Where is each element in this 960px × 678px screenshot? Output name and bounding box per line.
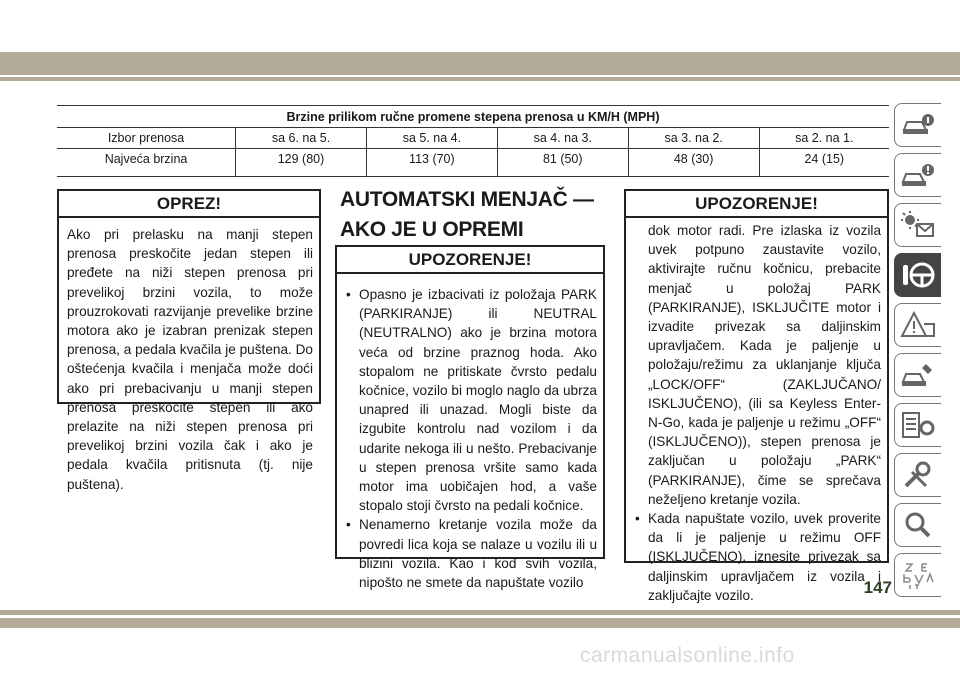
steering-wheel-key-icon <box>900 260 936 290</box>
warning-heading: UPOZORENJE! <box>626 191 887 218</box>
table-title: Brzine prilikom ručne promene stepena prenosa u KM/H (MPH) <box>57 106 889 128</box>
tab-car-warning[interactable] <box>894 153 941 197</box>
alphabet-index-icon <box>900 560 936 590</box>
table-header-cell: sa 4. na 3. <box>497 128 628 149</box>
car-service-icon <box>900 360 936 390</box>
tab-checklist[interactable] <box>894 403 941 447</box>
table-cell: 24 (15) <box>759 149 889 177</box>
table-cell: 48 (30) <box>628 149 759 177</box>
header-band <box>0 52 960 75</box>
caution-text: Ako pri prelasku na manji stepen prenosa preskočite jedan stepen ili pređete na niži stepen prenosa pri prevelikoj brzini vozila, to može prouzrokovati razvijanje prevelike brzine motora ako je izabran prenizak stepen prenosa, a pedala kvačila je puštena. Do oštećenja kvačila i menjača može doći ako pri prebacivanju u manji stepen prenosa preskočite stepen ili ako prelazite na niži stepen prenosa pri prevelikoj brzini vozila čak i ako je pedala kvačila pritisnuta (tj. nije puštena). <box>67 227 313 492</box>
warning-box-mid <box>335 245 605 591</box>
tab-car-info[interactable] <box>894 103 941 147</box>
checklist-gear-icon <box>900 410 936 440</box>
tab-search[interactable] <box>894 503 941 547</box>
table-header-cell: sa 5. na 4. <box>366 128 497 149</box>
warning-continued-text: dok motor radi. Pre izlaska iz vozila uvek potpuno zaustavite vozilo, aktivirajte ručnu kočnicu, prebacite menjač u položaj PARK (PARKIRANJE), ISKLJUČITE motor i izvadite privezak sa daljinskim upravljačem. Kada je paljenje u položaju/režimu za uklanjanje ključa „LOCK/OFF“ (ZAKLJUČANO/ ISKLJUČENO), (ili sa Keyless Enter-N-Go, kada je paljenje u režimu „OFF“ (ISKLJUČENO)), stepen prenosa je zaključan u položaju „PARK“ (PARKIRANJE), čime se sprečava neželjeno kretanje vozila. <box>648 223 881 507</box>
tab-car-service[interactable] <box>894 353 941 397</box>
tab-index[interactable] <box>894 553 941 597</box>
list-item: • Opasno je izbacivati iz položaja PARK (PARKIRANJE) ili NEUTRAL (NEUTRALNO) ako je brzina motora veća od brzine praznog hoda. Ako stopalom ne pritiskate čvrsto pedalu kočnice, vozilo bi moglo naglo da ubrza unapred ili unazad. Mogli biste da izgubite kontrolu nad vozilom i da udarite nekoga ili u nešto. Prebacivanje u stepen prenosa vršite samo kada motor ima uobičajen hod, a vaše stopalo stoji čvrsto na pedali kočnice. <box>346 287 597 514</box>
caution-box <box>57 189 321 492</box>
header-rule <box>0 77 960 81</box>
tab-lights-message[interactable] <box>894 203 941 247</box>
table-row <box>57 149 889 177</box>
tab-road-hazard[interactable] <box>894 303 941 347</box>
table-cell: 81 (50) <box>497 149 628 177</box>
footer-band <box>0 618 960 628</box>
table-header-cell: sa 6. na 5. <box>236 128 367 149</box>
table-cell: 113 (70) <box>366 149 497 177</box>
list-item: • Nenamerno kretanje vozila može da povredi lica koja se nalaze u vozilu ili u blizini vozila. Kao i kod svih vozila, nipošto ne smete da napuštate vozilo <box>346 517 597 591</box>
car-warning-icon <box>900 160 936 190</box>
table-header-cell: Izbor prenosa <box>57 128 236 149</box>
table-header-row <box>57 128 889 149</box>
tab-tools[interactable] <box>894 453 941 497</box>
search-icon <box>900 510 936 540</box>
section-title: AUTOMATSKI MENJAČ — AKO JE U OPREMI <box>340 188 594 241</box>
lights-message-icon <box>900 210 936 240</box>
tools-icon <box>900 460 936 490</box>
table-cell: Najveća brzina <box>57 149 236 177</box>
shift-speed-table <box>57 105 889 177</box>
list-item: • Kada napuštate vozilo, uvek proverite da li je paljenje u režimu OFF (ISKLJUČENO), iznesite privezak sa daljinskim upravljačem iz vozila i zaključajte vozilo. <box>635 511 881 603</box>
table-cell: 129 (80) <box>236 149 367 177</box>
watermark: carmanualsonline.info <box>580 644 795 667</box>
table-header-cell: sa 2. na 1. <box>759 128 889 149</box>
caution-heading: OPREZ! <box>59 191 319 218</box>
chapter-tabs <box>894 103 944 603</box>
footer-rule <box>0 610 960 615</box>
car-info-icon <box>900 110 936 140</box>
road-hazard-icon <box>900 310 936 340</box>
tab-starting-operating[interactable] <box>894 253 941 297</box>
warning-heading: UPOZORENJE! <box>337 247 603 274</box>
table-header-cell: sa 3. na 2. <box>628 128 759 149</box>
page-number: 147 <box>863 578 892 597</box>
